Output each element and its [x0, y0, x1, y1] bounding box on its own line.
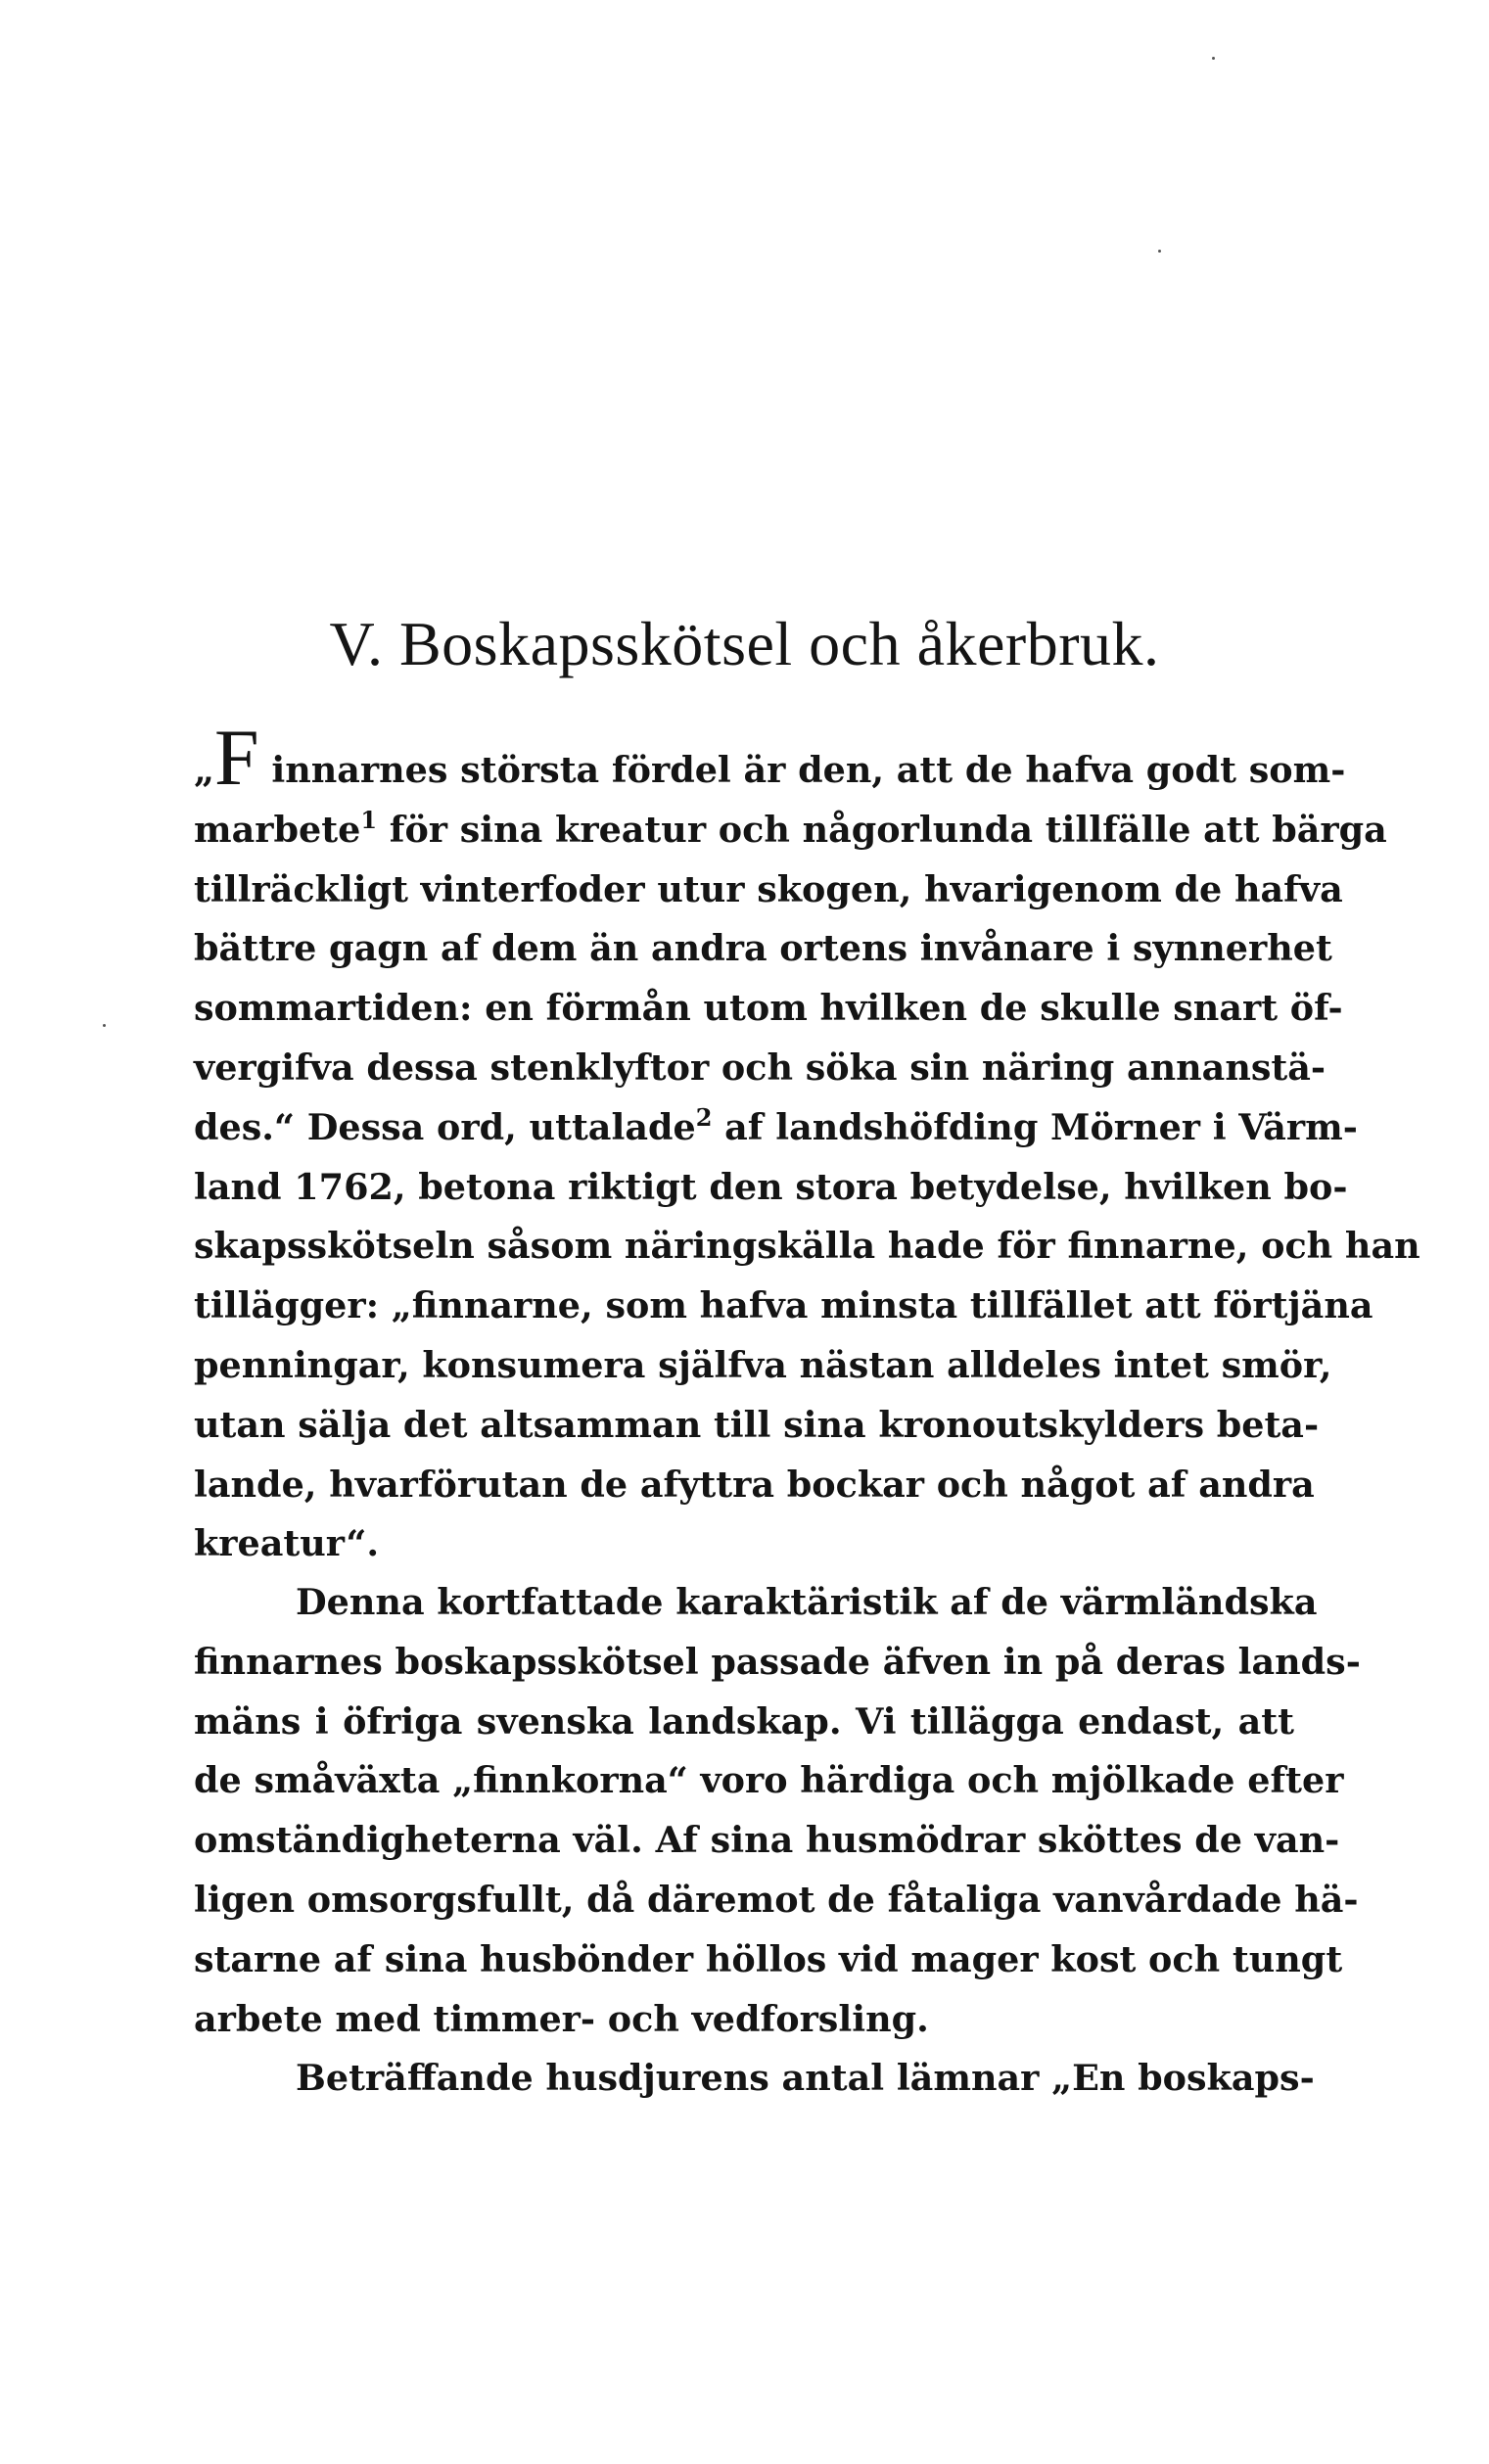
chapter-title: V. Boskapsskötsel och åkerbruk. [329, 609, 1160, 678]
text-line: tillägger: „finnarne, som hafva minsta tillfället att förtjäna [194, 1284, 1373, 1327]
text-line: mäns i öfriga svenska landskap. Vi tillägga endast, att [194, 1699, 1294, 1743]
text-line: Beträffande husdjurens antal lämnar „En boskaps- [296, 2057, 1315, 2099]
text-line: starne af sina husbönder höllos vid mager kost och tungt [194, 1937, 1343, 1980]
text-line: skapsskötseln såsom näringskälla hade för finnarne, och han [194, 1225, 1420, 1268]
text-line: omständigheterna väl. Af sina husmödrar sköttes de van- [194, 1819, 1340, 1862]
paragraph-3 [194, 2049, 1315, 2109]
text-line: Denna kortfattade karaktäristik af de värmländska [296, 1581, 1318, 1623]
text-line: de småväxta „finnkorna“ voro härdiga och mjölkade efter [194, 1759, 1344, 1802]
paper-speck [1158, 250, 1161, 253]
text-line: utan sälja det altsamman till sina kronoutskylders beta- [194, 1403, 1320, 1446]
text-line: marbete$^1$ för sina kreatur och någorlunda tillfälle att bärga [194, 805, 1387, 851]
text-line: land 1762, betona riktigt den stora betydelse, hvilken bo- [194, 1165, 1348, 1208]
text-line: arbete med timmer- och vedforsling. [194, 1997, 929, 2040]
opening-quote: „ [194, 749, 214, 791]
text-line: penningar, konsumera själfva nästan alldeles intet smör, [194, 1343, 1332, 1386]
text-line: bättre gagn af dem än andra ortens invånare i synnerhet [194, 927, 1332, 970]
text-line: des.“ Dessa ord, uttalade$^2$ af landshöfding Mörner i Värm- [194, 1102, 1358, 1148]
paper-speck [1212, 57, 1215, 60]
footnote-ref[interactable]: 2 [695, 1102, 713, 1132]
text-line: lande, hvarförutan de afyttra bockar och något af andra [194, 1463, 1315, 1506]
text-line: finnarnes boskapsskötsel passade äfven in på deras lands- [194, 1640, 1361, 1683]
text-line: tillräckligt vinterfoder utur skogen, hvarigenom de hafva [194, 867, 1343, 910]
drop-cap: F [214, 713, 259, 802]
text-line: „F innarnes största fördel är den, att de hafva godt som- [194, 713, 1346, 802]
paper-speck [103, 1024, 106, 1027]
paragraph-2 [194, 1573, 1361, 2049]
text-line: vergifva dessa stenklyftor och söka sin näring annanstä- [194, 1046, 1326, 1089]
paragraph-1 [194, 713, 1420, 1574]
text-line: ligen omsorgsfullt, då däremot de fåtaliga vanvårdade hä- [194, 1878, 1359, 1921]
footnote-ref[interactable]: 1 [360, 805, 378, 834]
text-line: sommartiden: en förmån utom hvilken de skulle snart öf- [194, 987, 1343, 1030]
text-line: kreatur“. [194, 1522, 380, 1565]
